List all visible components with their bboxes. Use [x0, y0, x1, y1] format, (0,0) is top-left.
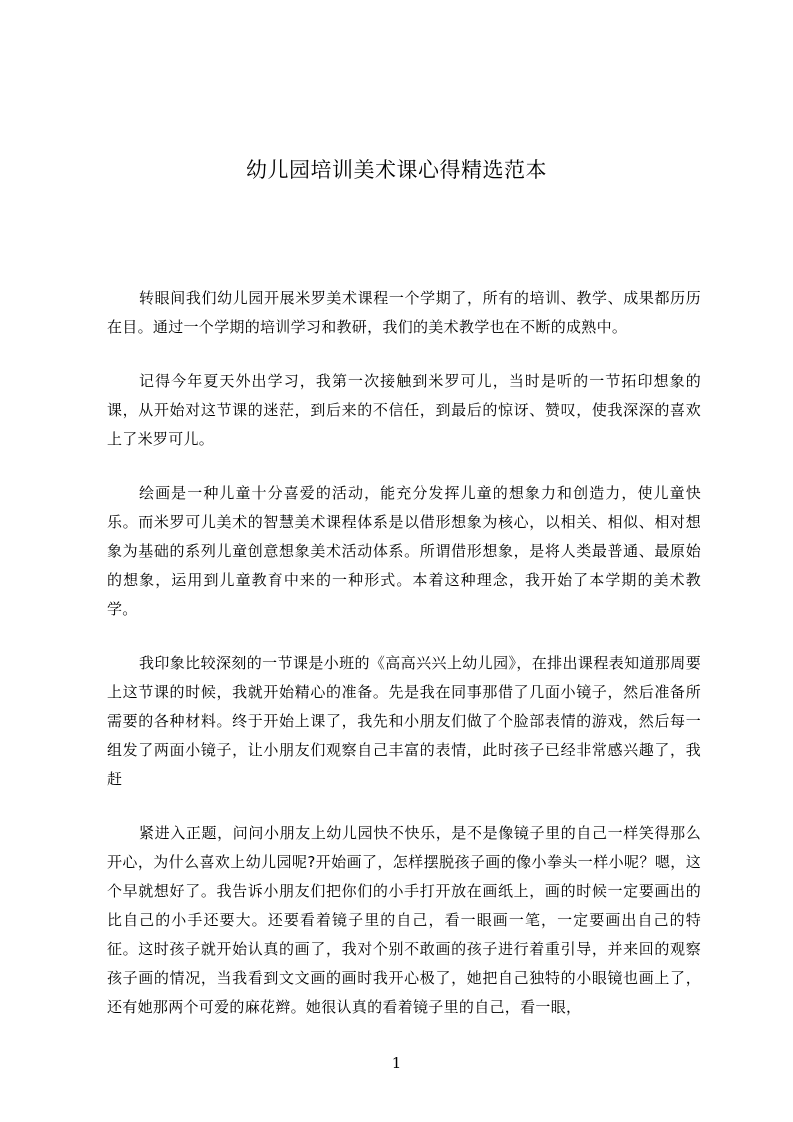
paragraph-2: 记得今年夏天外出学习，我第一次接触到米罗可儿，当时是听的一节拓印想象的课，从开始对这节课的迷茫，到后来的不信任，到最后的惊讶、赞叹，使我深深的喜欢上了米罗可儿。 — [107, 372, 701, 448]
paragraph-1: 转眼间我们幼儿园开展米罗美术课程一个学期了，所有的培训、教学、成果都历历在目。通过一个学期的培训学习和教研，我们的美术教学也在不断的成熟中。 — [107, 289, 701, 336]
paragraph-3: 绘画是一种儿童十分喜爱的活动，能充分发挥儿童的想象力和创造力，使儿童快乐。而米罗可儿美术的智慧美术课程体系是以借形想象为核心，以相关、相似、相对想象为基础的系列儿童创意想象美术活动体系。所谓借形想象，是将人类最普通、最原始的想象，运用到儿童教育中来的一种形式。本着这种理念，我开始了本学期的美术教学。 — [107, 484, 701, 618]
page-number: 1 — [391, 1054, 402, 1072]
document-body — [107, 284, 701, 1047]
paragraph-5: 紧进入正题，问问小朋友上幼儿园快不快乐，是不是像镜子里的自己一样笑得那么开心，为什么喜欢上幼儿园呢?开始画了，怎样摆脱孩子画的像小拳头一样小呢？嗯，这个早就想好了。我告诉小朋友们把你们的小手打开放在画纸上，画的时候一定要画出的比自己的小手还要大。还要看着镜子里的自己，看一眼画一笔，一定要画出自己的特征。这时孩子就开始认真的画了，我对个别不敢画的孩子进行着重引导，并来回的观察孩子画的情况，当我看到文文画的画时我开心极了，她把自己独特的小眼镜也画上了，还有她那两个可爱的麻花辫。她很认真的看着镜子里的自己，看一眼， — [107, 824, 701, 1016]
page-title: 幼儿园培训美术课心得精选范本 — [246, 158, 547, 183]
paragraph-4: 我印象比较深刻的一节课是小班的《高高兴兴上幼儿园》，在排出课程表知道那周要上这节课的时候，我就开始精心的准备。先是我在同事那借了几面小镜子，然后准备所需要的各种材料。终于开始上课了，我先和小朋友们做了个脸部表情的游戏，然后每一组发了两面小镜子，让小朋友们观察自己丰富的表情，此时孩子已经非常感兴趣了，我赶 — [107, 654, 701, 788]
